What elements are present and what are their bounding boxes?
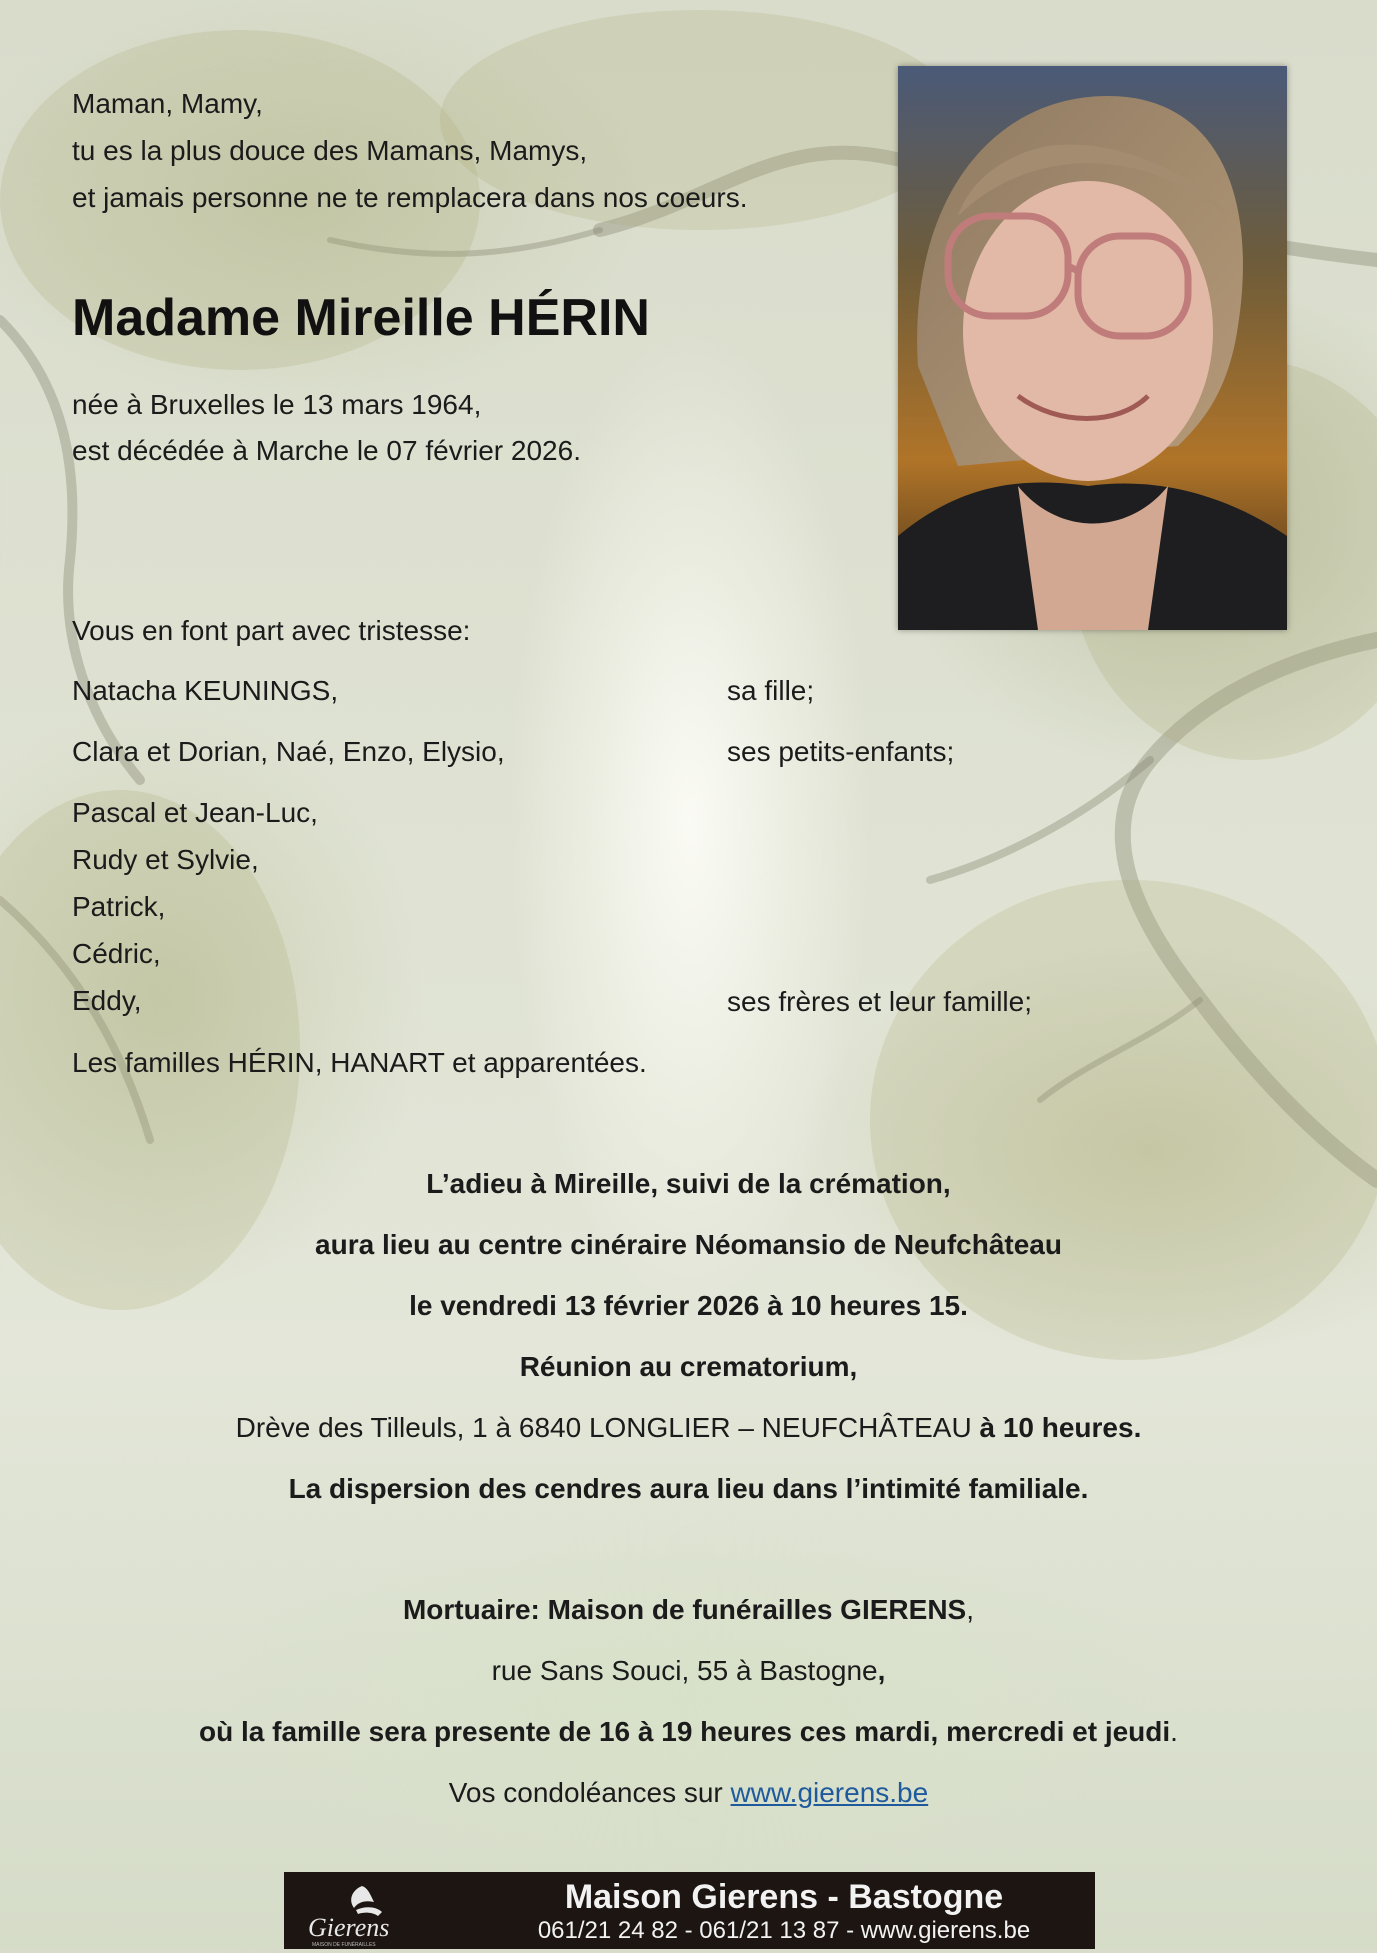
poem-line-3: et jamais personne ne te remplacera dans nos coeurs. (72, 182, 748, 213)
gathering-time: à 10 heures. (979, 1412, 1142, 1443)
birth-line: née à Bruxelles le 13 mars 1964, (72, 389, 482, 420)
grandchildren-names: Clara et Dorian, Naé, Enzo, Elysio, (72, 736, 505, 767)
visiting-hours: où la famille sera presente de 16 à 19 heures ces mardi, mercredi et jeudi (199, 1716, 1171, 1747)
death-line: est décédée à Marche le 07 février 2026. (72, 435, 581, 466)
ceremony-line-1: L’adieu à Mireille, suivi de la crémation, (426, 1168, 951, 1199)
banner-contact: 061/21 24 82 - 061/21 13 87 - www.gierens.be (537, 1917, 1031, 1944)
sibling-name: Pascal et Jean-Luc, (72, 797, 318, 828)
opening-poem (72, 80, 748, 221)
sibling-name: Eddy, (72, 985, 142, 1016)
visiting-hours-line (0, 1716, 1377, 1748)
condolences-text: Vos condoléances sur (448, 1777, 731, 1808)
family-intro: Vous en font part avec tristesse: (72, 615, 471, 646)
portrait-illustration (898, 66, 1287, 630)
mortuary-punct: , (966, 1594, 974, 1625)
logo-subtitle: MAISON DE FUNÉRAILLES (312, 1942, 376, 1948)
ceremony-gathering: Réunion au crematorium, (519, 1351, 858, 1382)
grandchildren-role: ses petits-enfants; (727, 736, 955, 767)
daughter-role: sa fille; (727, 675, 815, 706)
ceremony-address-line (0, 1412, 1377, 1444)
ceremony-line-2: aura lieu au centre cinéraire Néomansio de Neufchâteau (315, 1229, 1062, 1260)
portrait-photo (898, 66, 1287, 630)
mortuary-line-1 (0, 1594, 1377, 1626)
condolences-link[interactable]: www.gierens.be (730, 1777, 929, 1808)
funeral-home-banner (284, 1872, 1095, 1949)
visiting-hours-punct: . (1170, 1716, 1178, 1747)
ashes-dispersal: La dispersion des cendres aura lieu dans l’intimité familiale. (288, 1473, 1089, 1504)
mortuary-address: rue Sans Souci, 55 à Bastogne (491, 1655, 878, 1686)
sibling-name: Patrick, (72, 891, 166, 922)
logo-wordmark: Gierens (308, 1913, 390, 1942)
daughter-name: Natacha KEUNINGS, (72, 675, 339, 706)
logo-emblem-icon (304, 1878, 424, 1948)
crematorium-address: Drève des Tilleuls, 1 à 6840 LONGLIER – NEUFCHÂTEAU (235, 1412, 980, 1443)
poem-line-2: tu es la plus douce des Mamans, Mamys, (72, 135, 588, 166)
siblings-list (72, 789, 318, 1024)
mortuary-address-punct: , (877, 1655, 886, 1686)
condolences-line (0, 1777, 1377, 1809)
mortuary-address-line (0, 1655, 1377, 1687)
extended-families: Les familles HÉRIN, HANART et apparentées. (72, 1047, 647, 1078)
mortuary-name: Mortuaire: Maison de funérailles GIERENS (402, 1594, 967, 1625)
poem-line-1: Maman, Mamy, (72, 88, 263, 119)
banner-title: Maison Gierens - Bastogne (564, 1878, 1004, 1916)
sibling-name: Rudy et Sylvie, (72, 844, 259, 875)
siblings-role: ses frères et leur famille; (727, 986, 1032, 1017)
gierens-logo (304, 1878, 424, 1948)
ceremony-date: le vendredi 13 février 2026 à 10 heures 15. (409, 1290, 968, 1321)
deceased-name: Madame Mireille HÉRIN (72, 289, 650, 347)
birth-death-dates (72, 382, 581, 474)
sibling-name: Cédric, (72, 938, 161, 969)
